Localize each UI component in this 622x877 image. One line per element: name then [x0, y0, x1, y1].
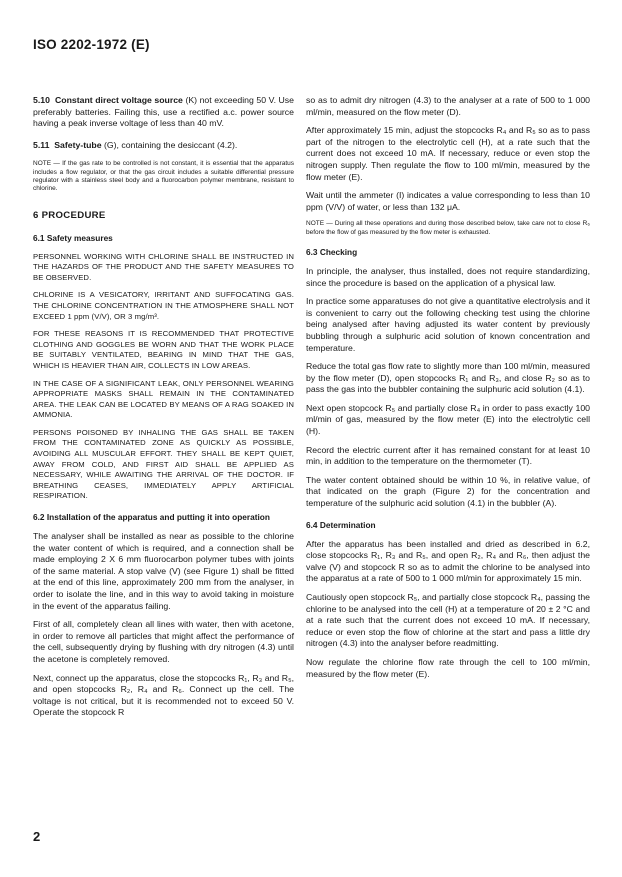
clause-5-10-number: 5.10 [33, 95, 50, 105]
clause-5-11 [33, 140, 294, 152]
note-stopcock-r6: NOTE — During all these operations and during those described below, take care not to close R₆ before the flow of gas measured by the flow meter is exhausted. [306, 220, 590, 236]
determination-paragraph-2: Cautiously open stopcock R₅, and partially close stopcock R₄, passing the chlorine to be analysed into the cell (H) at a temperature of 20 ± 2 °C and at a rate such that the current does not exceed 10 mA. If necessary, reduce or even stop the flow of chlorine at the start and pass a little dry nitrogen (4.3) into the analyser before readmitting. [306, 592, 590, 649]
section-6-2-heading: 6.2 Installation of the apparatus and putting it into operation [33, 512, 270, 523]
safety-paragraph-1: PERSONNEL WORKING WITH CHLORINE SHALL BE INSTRUCTED IN THE HAZARDS OF THE PRODUCT AND THE SAFETY MEASURES TO BE OBSERVED. [33, 251, 294, 282]
section-6-1-heading: 6.1 Safety measures [33, 232, 113, 243]
section-6-4-heading: 6.4 Determination [306, 519, 376, 530]
checking-paragraph-2: In practice some apparatuses do not give a quantitative electrolysis and it is convenient to carry out the following checking test using the chlorine being analysed after having adjusted its water content by previously bubbling through a sulphuric acid solution of known concentration and temperature. [306, 296, 590, 353]
page-number: 2 [33, 829, 41, 844]
safety-paragraph-5: PERSONS POISONED BY INHALING THE GAS SHALL BE TAKEN FROM THE CONTAMINATED ZONE AS QUICKLY AS POSSIBLE, AVOIDING ALL MUSCULAR EFFORT. THEY SHALL BE KEPT QUIET, AWAY FROM COLD, AND FIRST AID SHALL BE APPLIED AS NECESSARY, WHILE AWAITING THE ARRIVAL OF THE DOCTOR. IF BREATHING CEASES, IMMEDIATELY APPLY ARTIFICIAL RESPIRATION. [33, 427, 294, 501]
section-6-3-heading: 6.3 Checking [306, 246, 358, 257]
checking-paragraph-1: In principle, the analyser, thus installed, does not require standardizing, since the procedure is based on the application of a physical law. [306, 265, 590, 288]
safety-paragraph-3: FOR THESE REASONS IT IS RECOMMENDED THAT PROTECTIVE CLOTHING AND GOGGLES BE WORN AND THAT THE WORK PLACE BE SUITABLY VENTILATED, BEARING IN MIND THAT THE GAS, WHICH IS HEAVIER THAN AIR, COLLECTS IN LOW AREAS. [33, 329, 294, 370]
safety-paragraph-2: CHLORINE IS A VESICATORY, IRRITANT AND SUFFOCATING GAS. THE CHLORINE CONCENTRATION IN THE ATMOSPHERE SHALL NOT EXCEED 1 ppm (V/V), OR 3 mg/m³. [33, 290, 294, 321]
clause-5-10-title: Constant direct voltage source [55, 95, 183, 105]
checking-paragraph-3: Reduce the total gas flow rate to slightly more than 100 ml/min, measured by the flow meter (D), open stopcocks R₁ and R₃, and close R₂ so as to pass the gas into the bubbler containing the sulphuric acid solution (4.1). [306, 361, 590, 395]
checking-paragraph-6: The water content obtained should be within 10 %, in relative value, of that indicated on the graph (Figure 2) for the concentration and temperature of the sulphuric acid solution (4.1) in the bubbler (A). [306, 474, 590, 509]
left-column [33, 95, 294, 726]
section-6-heading: 6 PROCEDURE [33, 209, 106, 221]
installation-paragraph-1: The analyser shall be installed as near as possible to the chlorine the water content of which is required, and a connection shall be made employing 2 X 6 mm fluorocarbon polymer tubes with joints of the same material. A stop valve (V) (see Figure 1) shall be fitted at the end of this line, approximately 200 mm from the analyser, in order to isolate the line, and in this way to avoid taking in moisture in the event of the apparatus failing. [33, 531, 294, 611]
safety-paragraph-4: IN THE CASE OF A SIGNIFICANT LEAK, ONLY PERSONNEL WEARING APPROPRIATE MASKS SHALL REMAIN IN THE CONTAMINATED AREA. THE LEAK CAN BE LOCATED BY MEANS OF A RAG SOAKED IN AMMONIA. [33, 378, 294, 420]
checking-paragraph-4: Next open stopcock R₅ and partially close R₄ in order to pass exactly 100 ml/min of gas, measured by the flow meter (E) into the electrolytic cell (H). [306, 402, 590, 437]
clause-5-11-title: Safety-tube [54, 139, 102, 150]
continuation-paragraph-2: After approximately 15 min, adjust the stopcocks R₄ and R₅ so as to pass part of the nitrogen to the electrolytic cell (H), at a rate such that the current does not exceed 10 mA. If necessary, reduce or even stop the nitrogen supply. Then regulate the flow to 100 ml/min, measured by the flow meter (E). [306, 125, 590, 182]
clause-5-10-text: (K) not exceeding 50 V. Use preferably batteries. Failing this, use a rectified a.c. power source having a peak inverse voltage of less than 40 mV. [33, 95, 294, 129]
right-column [306, 95, 590, 687]
clause-5-10 [33, 95, 294, 130]
determination-paragraph-3: Now regulate the chlorine flow rate through the cell to 100 ml/min, measured by the flow meter (E). [306, 656, 590, 679]
clause-5-11-text: (G), containing the desiccant (4.2). [101, 139, 238, 150]
continuation-paragraph-3: Wait until the ammeter (I) indicates a value corresponding to less than 10 ppm (V/V) of water, or less than 132 μA. [306, 190, 590, 212]
document-header: ISO 2202-1972 (E) [33, 37, 150, 52]
determination-paragraph-1: After the apparatus has been installed and dried as described in 6.2, close stopcocks R₁, R₃ and R₅, and open R₂, R₄ and R₆, then adjust the valve (V) and stopcock R so as to admit the chlorine to be analysed into the apparatus at a rate of 500 to 1 000 ml/min for approximately 15 min. [306, 538, 590, 584]
installation-paragraph-2: First of all, completely clean all lines with water, then with acetone, in order to remove all particles that might affect the performance of the cell, subsequently drying by flushing with dry nitrogen (4.3) until the acetone is completely removed. [33, 619, 294, 664]
note-flow-regulator: NOTE — If the gas rate to be controlled is not constant, it is essential that the apparatus includes a flow regulator, or that the gas circuit includes a suitable differential pressure regulator with a stainless steel body and a fluorocarbon polymer membrane, resistant to chlorine. [33, 160, 294, 193]
installation-paragraph-3: Next, connect up the apparatus, close the stopcocks R₁, R₃ and R₅, and open stopcocks R₂, R₄ and R₆. Connect up the cell. The voltage is not critical, but it is recommended not to exceed 50 V. Operate the stopcock R [33, 672, 294, 718]
clause-5-11-number: 5.11 [33, 139, 50, 150]
continuation-paragraph-1: so as to admit dry nitrogen (4.3) to the analyser at a rate of 500 to 1 000 ml/min, measured on the flow meter (D). [306, 95, 590, 117]
checking-paragraph-5: Record the electric current after it has remained constant for at least 10 min, in addition to the temperature on the thermometer (T). [306, 444, 590, 467]
